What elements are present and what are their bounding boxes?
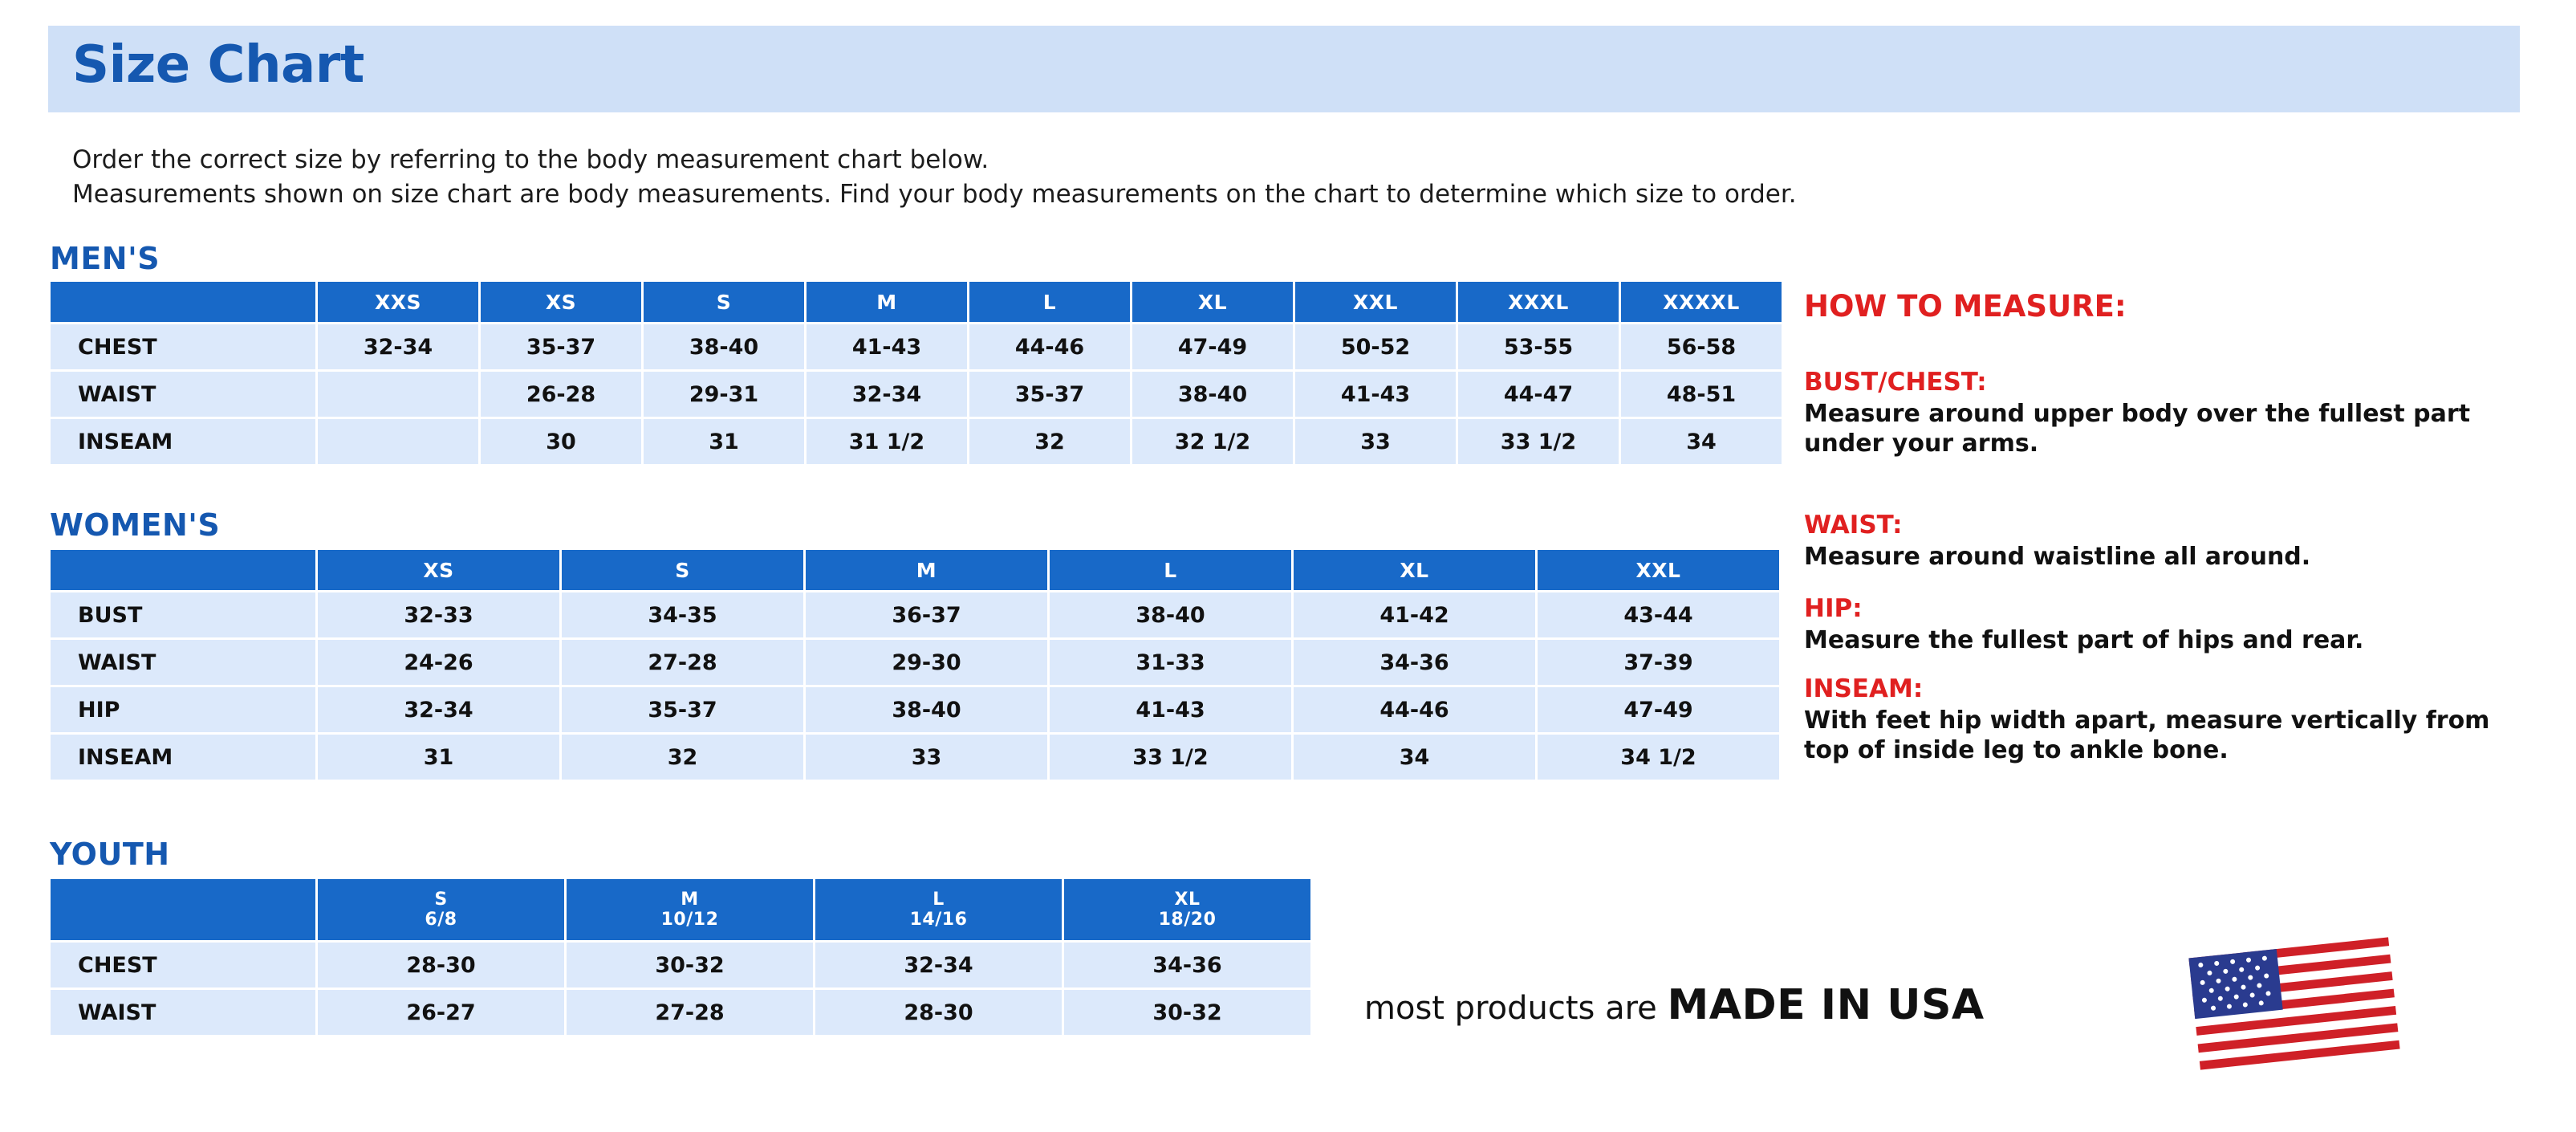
table-cell: 31	[644, 419, 804, 464]
measure-item-heading: INSEAM:	[1804, 674, 1924, 703]
table-row	[51, 943, 1310, 987]
column-header-range: 10/12	[660, 910, 719, 930]
table-row	[51, 687, 1779, 732]
measure-item-heading: HIP:	[1804, 594, 1863, 623]
column-header: M	[807, 282, 967, 322]
table-cell: 27-28	[567, 990, 813, 1035]
column-header-size: XL	[1174, 889, 1201, 910]
table-cell: 34-35	[562, 592, 803, 637]
column-header	[815, 879, 1062, 940]
column-header	[567, 879, 813, 940]
header-banner	[48, 26, 2520, 112]
column-header: L	[969, 282, 1130, 322]
table-cell: 31	[318, 735, 559, 780]
table-cell: 31-33	[1050, 640, 1291, 685]
measure-item-bust-chest	[1804, 368, 2526, 458]
intro-line-2: Measurements shown on size chart are body measurements. Find your body measurements on the chart to determine which size to order.	[72, 179, 1797, 209]
column-header	[318, 879, 564, 940]
table-cell: 33	[806, 735, 1047, 780]
row-label: CHEST	[51, 943, 315, 987]
table-cell: 41-42	[1294, 592, 1535, 637]
column-header	[1064, 879, 1310, 940]
column-header-range: 6/8	[425, 910, 457, 930]
column-header-size: L	[932, 889, 945, 910]
table-row	[51, 372, 1782, 417]
column-header: XXXL	[1458, 282, 1619, 322]
table-cell: 32 1/2	[1132, 419, 1293, 464]
womens-size-table	[48, 548, 1782, 782]
table-cell	[318, 372, 478, 417]
table-cell: 37-39	[1538, 640, 1779, 685]
table-cell: 34 1/2	[1538, 735, 1779, 780]
table-cell: 29-30	[806, 640, 1047, 685]
usa-flag-icon	[2184, 929, 2405, 1078]
mens-size-table	[48, 279, 1784, 466]
column-header: XXL	[1538, 550, 1779, 590]
table-cell: 38-40	[806, 687, 1047, 732]
table-cell: 56-58	[1621, 324, 1782, 369]
column-header: S	[644, 282, 804, 322]
table-cell: 35-37	[969, 372, 1130, 417]
table-row	[51, 640, 1779, 685]
table-cell: 48-51	[1621, 372, 1782, 417]
section-title-womens: WOMEN'S	[50, 507, 221, 543]
how-to-measure-title: HOW TO MEASURE:	[1804, 289, 2127, 324]
table-cell: 30-32	[1064, 990, 1310, 1035]
row-label: WAIST	[51, 990, 315, 1035]
table-cell: 36-37	[806, 592, 1047, 637]
table-cell: 26-28	[481, 372, 641, 417]
table-cell: 33	[1295, 419, 1456, 464]
measure-item-body: Measure the fullest part of hips and rear.	[1804, 626, 2364, 654]
table-header-row	[51, 879, 1310, 940]
table-cell: 26-27	[318, 990, 564, 1035]
table-corner-cell	[51, 550, 315, 590]
table-cell	[318, 419, 478, 464]
table-cell: 34-36	[1064, 943, 1310, 987]
table-cell: 41-43	[807, 324, 967, 369]
column-header: XXS	[318, 282, 478, 322]
column-header: M	[806, 550, 1047, 590]
table-row	[51, 324, 1782, 369]
column-header: S	[562, 550, 803, 590]
table-row	[51, 419, 1782, 464]
table-corner-cell	[51, 879, 315, 940]
table-cell: 43-44	[1538, 592, 1779, 637]
table-cell: 41-43	[1295, 372, 1456, 417]
row-label: WAIST	[51, 640, 315, 685]
table-cell: 44-46	[969, 324, 1130, 369]
table-cell: 44-46	[1294, 687, 1535, 732]
column-header: XXXXL	[1621, 282, 1782, 322]
table-cell: 32	[969, 419, 1130, 464]
table-cell: 31 1/2	[807, 419, 967, 464]
table-cell: 53-55	[1458, 324, 1619, 369]
table-cell: 28-30	[318, 943, 564, 987]
column-header: XXL	[1295, 282, 1456, 322]
row-label: CHEST	[51, 324, 315, 369]
intro-text	[72, 143, 2528, 212]
row-label: HIP	[51, 687, 315, 732]
table-cell: 35-37	[481, 324, 641, 369]
column-header-size: S	[434, 889, 448, 910]
column-header: XS	[481, 282, 641, 322]
table-cell: 32	[562, 735, 803, 780]
table-row	[51, 592, 1779, 637]
table-cell: 32-33	[318, 592, 559, 637]
table-cell: 28-30	[815, 990, 1062, 1035]
table-cell: 30	[481, 419, 641, 464]
page-title: Size Chart	[72, 35, 364, 95]
table-cell: 38-40	[1050, 592, 1291, 637]
section-title-youth: YOUTH	[50, 837, 170, 872]
made-in-usa-emphasis: MADE IN USA	[1667, 981, 1985, 1029]
column-header-range: 18/20	[1158, 910, 1217, 930]
column-header: XS	[318, 550, 559, 590]
column-header-size: M	[681, 889, 699, 910]
section-title-mens: MEN'S	[50, 241, 160, 276]
table-cell: 32-34	[318, 324, 478, 369]
table-cell: 41-43	[1050, 687, 1291, 732]
row-label: INSEAM	[51, 419, 315, 464]
table-cell: 38-40	[1132, 372, 1293, 417]
table-cell: 35-37	[562, 687, 803, 732]
made-in-usa-prefix: most products are	[1364, 990, 1668, 1027]
table-cell: 38-40	[644, 324, 804, 369]
measure-item-heading: WAIST:	[1804, 511, 1903, 540]
measure-item-body: Measure around upper body over the fullest part under your arms.	[1804, 400, 2471, 458]
table-cell: 44-47	[1458, 372, 1619, 417]
table-cell: 30-32	[567, 943, 813, 987]
column-header-range: 14/16	[909, 910, 968, 930]
measure-item-waist	[1804, 511, 2526, 572]
table-cell: 50-52	[1295, 324, 1456, 369]
table-cell: 33 1/2	[1050, 735, 1291, 780]
table-cell: 32-34	[815, 943, 1062, 987]
measure-item-hip	[1804, 594, 2526, 656]
measure-item-inseam	[1804, 674, 2526, 765]
table-header-row	[51, 282, 1782, 322]
table-row	[51, 735, 1779, 780]
intro-line-1: Order the correct size by referring to the body measurement chart below.	[72, 145, 989, 174]
table-corner-cell	[51, 282, 315, 322]
measure-item-body: Measure around waistline all around.	[1804, 543, 2311, 571]
made-in-usa-footer	[1364, 955, 2536, 1100]
row-label: WAIST	[51, 372, 315, 417]
table-cell: 29-31	[644, 372, 804, 417]
column-header: L	[1050, 550, 1291, 590]
table-cell: 32-34	[318, 687, 559, 732]
column-header: XL	[1132, 282, 1293, 322]
table-cell: 24-26	[318, 640, 559, 685]
table-header-row	[51, 550, 1779, 590]
table-cell: 27-28	[562, 640, 803, 685]
column-header: XL	[1294, 550, 1535, 590]
youth-size-table	[48, 877, 1313, 1037]
table-cell: 47-49	[1132, 324, 1293, 369]
made-in-usa-text	[1364, 981, 1985, 1029]
table-cell: 33 1/2	[1458, 419, 1619, 464]
table-cell: 34	[1294, 735, 1535, 780]
row-label: INSEAM	[51, 735, 315, 780]
table-cell: 47-49	[1538, 687, 1779, 732]
measure-item-heading: BUST/CHEST:	[1804, 368, 1987, 397]
measure-item-body: With feet hip width apart, measure vertically from top of inside leg to ankle bone.	[1804, 706, 2490, 764]
row-label: BUST	[51, 592, 315, 637]
table-cell: 34-36	[1294, 640, 1535, 685]
table-row	[51, 990, 1310, 1035]
table-cell: 34	[1621, 419, 1782, 464]
table-cell: 32-34	[807, 372, 967, 417]
